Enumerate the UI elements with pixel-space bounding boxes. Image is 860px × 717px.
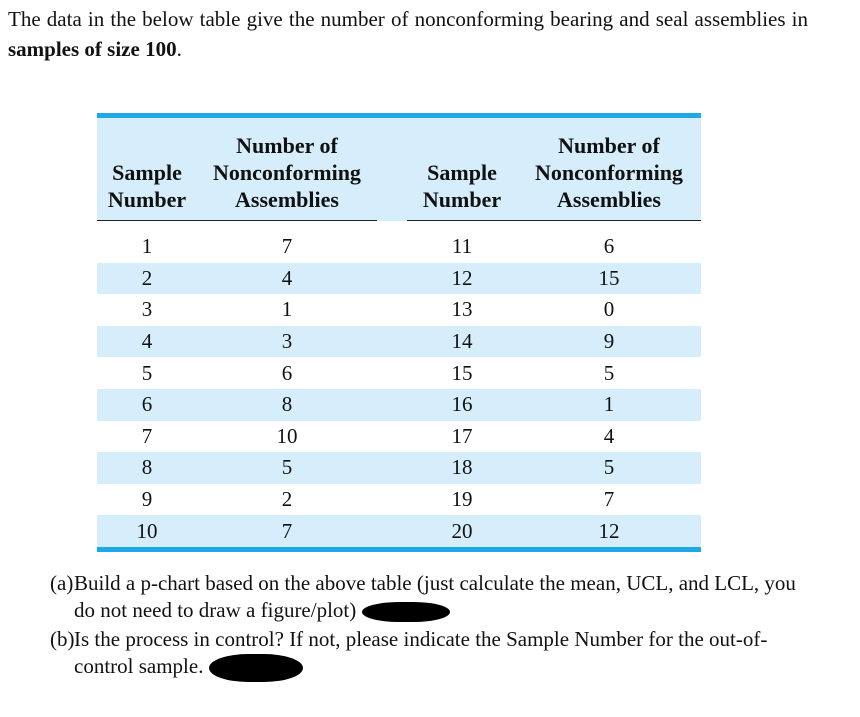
sample-number-cell: 13 (451, 297, 473, 322)
nonconforming-count-cell: 5 (603, 360, 615, 385)
nonconforming-count-cell: 7 (603, 487, 615, 512)
question-b-label: (b) (50, 627, 75, 651)
question-a (50, 570, 810, 624)
nonconforming-count-cell: 6 (603, 234, 615, 259)
header-nonconforming-left: Number of Nonconforming Assemblies (213, 133, 361, 212)
intro-end: . (176, 37, 182, 61)
sample-number-cell: 20 (451, 518, 473, 543)
sample-number-cell: 16 (451, 392, 473, 417)
table-body (97, 221, 701, 547)
nonconforming-count-cell: 10 (276, 423, 298, 448)
nonconforming-count-cell: 5 (281, 455, 293, 480)
table-row (97, 294, 701, 326)
nonconforming-count-cell: 8 (281, 392, 293, 417)
intro-bold: samples of size 100 (8, 37, 177, 61)
nonconforming-count-cell: 7 (281, 234, 293, 259)
nonconforming-count-cell: 4 (281, 265, 293, 290)
question-b (50, 626, 810, 682)
nonconforming-count-cell: 0 (603, 297, 615, 322)
data-table (97, 113, 701, 552)
sample-number-cell: 12 (451, 265, 473, 290)
sample-number-cell: 19 (451, 487, 473, 512)
sample-number-cell: 6 (141, 392, 153, 417)
table-row (97, 421, 701, 453)
nonconforming-count-cell: 1 (603, 392, 615, 417)
sample-number-cell: 10 (136, 518, 158, 543)
redaction-mark (209, 654, 303, 682)
sample-number-cell: 2 (141, 265, 153, 290)
nonconforming-count-cell: 12 (598, 518, 620, 543)
table-row (97, 515, 701, 547)
table-bottom-rule (97, 547, 701, 552)
nonconforming-count-cell: 7 (281, 518, 293, 543)
table-row (97, 484, 701, 516)
intro-paragraph (8, 4, 808, 64)
nonconforming-count-cell: 15 (598, 265, 620, 290)
nonconforming-count-cell: 9 (603, 329, 615, 354)
nonconforming-count-cell: 3 (281, 329, 293, 354)
question-a-text: Build a p-chart based on the above table (just calculate the mean, UCL, and LCL, you do not need to draw a figure/plot) (74, 571, 796, 622)
sample-number-cell: 11 (451, 234, 473, 259)
nonconforming-count-cell: 4 (603, 423, 615, 448)
sample-number-cell: 7 (141, 423, 153, 448)
sample-number-cell: 15 (451, 360, 473, 385)
table-row (97, 452, 701, 484)
sample-number-cell: 17 (451, 423, 473, 448)
redaction-mark (362, 602, 450, 622)
questions (50, 570, 810, 682)
intro-text: The data in the below table give the number of nonconforming bearing and seal assemblies in (8, 7, 808, 31)
sample-number-cell: 9 (141, 487, 153, 512)
sample-number-cell: 18 (451, 455, 473, 480)
sample-number-cell: 4 (141, 329, 153, 354)
nonconforming-count-cell: 5 (603, 455, 615, 480)
sample-number-cell: 14 (451, 329, 473, 354)
header-nonconforming-right: Number of Nonconforming Assemblies (535, 133, 683, 212)
nonconforming-count-cell: 6 (281, 360, 293, 385)
sample-number-cell: 5 (141, 360, 153, 385)
table-row (97, 263, 701, 295)
nonconforming-count-cell: 1 (281, 297, 293, 322)
sample-number-cell: 1 (141, 234, 153, 259)
question-a-label: (a) (50, 571, 74, 595)
table-row (97, 231, 701, 263)
header-sample-number-right: Sample Number (422, 160, 502, 212)
header-sample-number-left: Sample Number (107, 160, 187, 212)
sample-number-cell: 3 (141, 297, 153, 322)
table-row (97, 389, 701, 421)
table-row (97, 326, 701, 358)
nonconforming-count-cell: 2 (281, 487, 293, 512)
table-row (97, 357, 701, 389)
question-b-text: Is the process in control? If not, please indicate the Sample Number for the out-of-control sample. (74, 627, 768, 678)
table-header (97, 118, 701, 221)
sample-number-cell: 8 (141, 455, 153, 480)
